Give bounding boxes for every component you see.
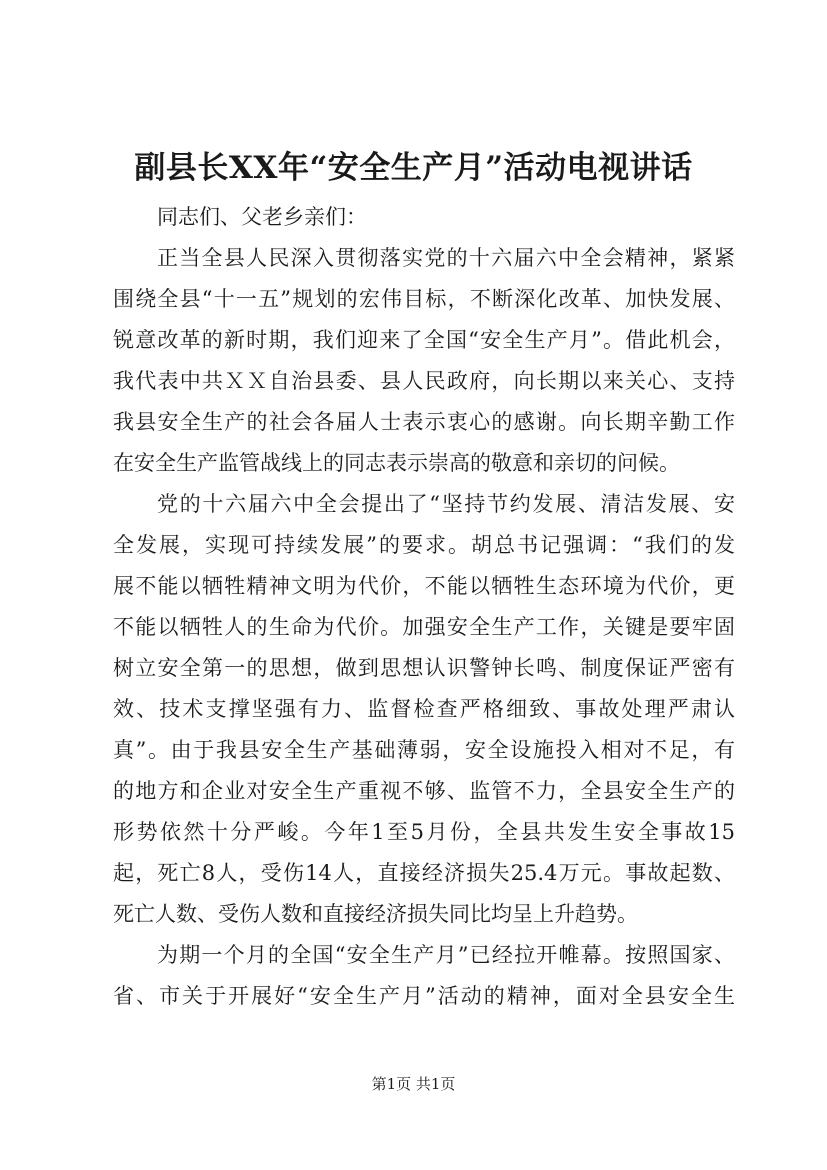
paragraph-line: 我县安全生产的社会各届人士表示衷心的感谢。向长期辛勤工作 xyxy=(113,410,735,434)
paragraph-line: 起，死亡8人，受伤14人，直接经济损失25.4万元。事故起数、 xyxy=(113,861,735,885)
paragraph-line: 为期一个月的全国“安全生产月”已经拉开帷幕。按照国家、 xyxy=(157,943,735,967)
document-title: 副县长XX年“安全生产月”活动电视讲话 xyxy=(134,150,693,186)
paragraph-line: 真”。由于我县安全生产基础薄弱，安全设施投入相对不足，有 xyxy=(113,738,735,762)
paragraph-line: 展不能以牺牲精神文明为代价，不能以牺牲生态环境为代价，更 xyxy=(113,574,735,598)
paragraph-line: 省、市关于开展好“安全生产月”活动的精神，面对全县安全生 xyxy=(113,984,735,1008)
paragraph-line: 围绕全县“十一五”规划的宏伟目标，不断深化改革、加快发展、 xyxy=(113,287,735,311)
page-number-footer: 第1页 共1页 xyxy=(371,1075,456,1093)
paragraph-line: 形势依然十分严峻。今年1至5月份，全县共发生安全事故15 xyxy=(113,820,735,844)
paragraph-line: 不能以牺牲人的生命为代价。加强安全生产工作，关键是要牢固 xyxy=(113,615,735,639)
paragraph-line: 的地方和企业对安全生产重视不够、监管不力，全县安全生产的 xyxy=(113,779,735,803)
paragraph-line: 死亡人数、受伤人数和直接经济损失同比均呈上升趋势。 xyxy=(113,902,638,926)
paragraph-line: 我代表中共ＸＸ自治县委、县人民政府，向长期以来关心、支持 xyxy=(113,369,735,393)
paragraph-line: 树立安全第一的思想，做到思想认识警钟长鸣、制度保证严密有 xyxy=(113,656,735,680)
paragraph-line: 正当全县人民深入贯彻落实党的十六届六中全会精神，紧紧 xyxy=(157,246,735,270)
paragraph-line: 效、技术支撑坚强有力、监督检查严格细致、事故处理严肃认 xyxy=(113,697,735,721)
paragraph-line: 党的十六届六中全会提出了“坚持节约发展、清洁发展、安 xyxy=(157,492,735,516)
document-body xyxy=(113,197,735,1017)
salutation-line: 同志们、父老乡亲们： xyxy=(157,205,367,229)
paragraph-line: 在安全生产监管战线上的同志表示崇高的敬意和亲切的问候。 xyxy=(113,451,680,475)
paragraph-line: 锐意改革的新时期，我们迎来了全国“安全生产月”。借此机会， xyxy=(113,328,735,352)
paragraph-line: 全发展，实现可持续发展”的要求。胡总书记强调：“我们的发 xyxy=(113,533,735,557)
